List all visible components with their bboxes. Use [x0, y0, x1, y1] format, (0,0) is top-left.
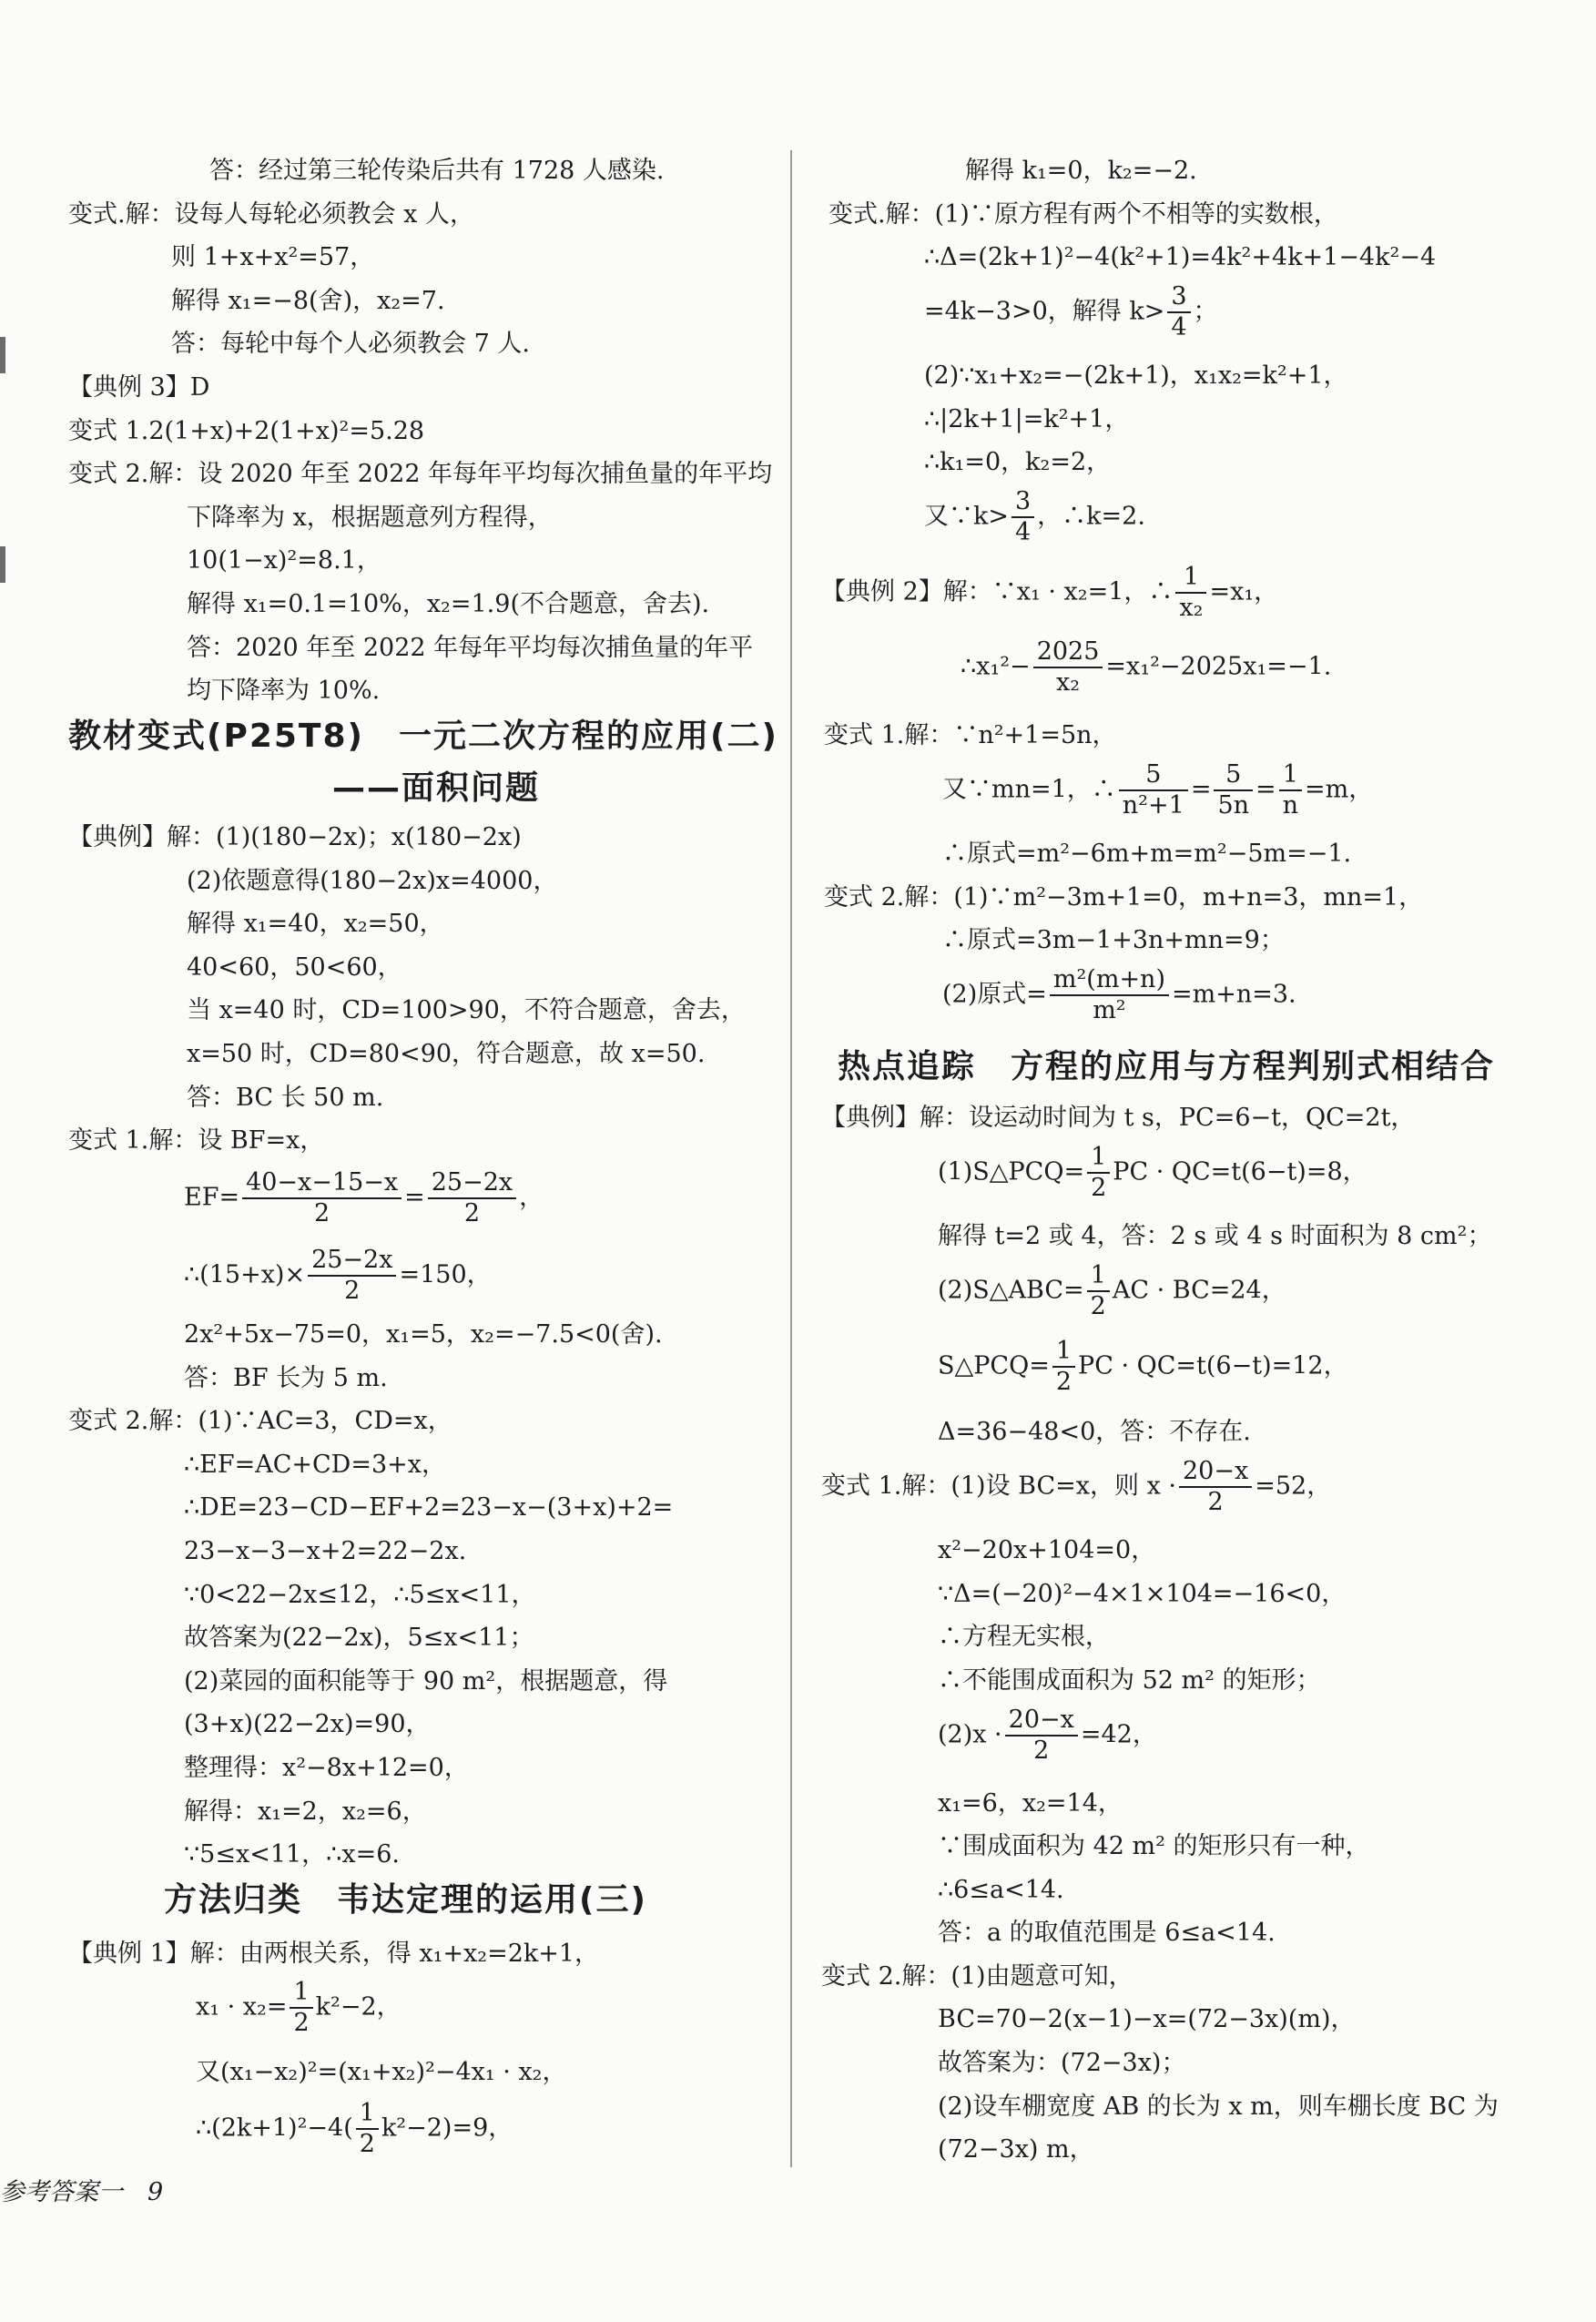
denominator: n²+1 [1122, 791, 1184, 820]
text-line: 又(x₁−x₂)²=(x₁+x₂)²−4x₁ · x₂， [196, 2058, 567, 2086]
formula-text: =m， [1305, 775, 1374, 804]
text-line: 解得 t=2 或 4，答：2 s 或 4 s 时面积为 8 cm²； [938, 1222, 1492, 1250]
text-line: BC=70−2(x−1)−x=(72−3x)(m)， [938, 2005, 1356, 2033]
numerator: m²(m+n) [1050, 965, 1169, 996]
formula-text: AC · BC=24， [1112, 1276, 1286, 1305]
text-line: 答：每轮中每个人必须教会 7 人. [171, 330, 530, 358]
text-line: 2x²+5x−75=0，x₁=5，x₂=−7.5<0(舍). [184, 1320, 663, 1349]
text-line: 变式 2.解：(1)∵AC=3，CD=x， [68, 1407, 452, 1435]
text-line: 解得 x₁=40，x₂=50， [187, 910, 444, 938]
denominator: 2 [344, 1277, 361, 1305]
numerator: 25−2x [428, 1168, 516, 1199]
formula-text: 又∵mn=1，∴ [942, 775, 1116, 804]
formula-text: 变式 1.解：(1)设 BC=x，则 x · [821, 1472, 1176, 1501]
fraction [1050, 965, 1169, 1025]
text-line: 【典例 1】解：由两根关系，得 x₁+x₂=2k+1， [68, 1940, 600, 1968]
formula-line [196, 2099, 513, 2159]
fraction [1179, 1457, 1252, 1517]
numerator: 3 [1167, 282, 1190, 313]
denominator: 2 [1091, 1174, 1107, 1202]
formula-text: (2)原式= [942, 980, 1047, 1009]
formula-line [184, 1168, 544, 1228]
formula-text: ∴x₁²− [961, 652, 1031, 681]
fraction [242, 1168, 402, 1228]
formula-line [938, 1337, 1348, 1397]
fraction [1119, 760, 1188, 820]
numerator: 40−x−15−x [242, 1168, 402, 1199]
text-line: 解得 x₁=0.1=10%，x₂=1.9(不合题意，舍去). [187, 590, 710, 618]
denominator: 4 [1171, 313, 1187, 341]
text-line: ∴k₁=0，k₂=2， [924, 448, 1112, 476]
text-line: ∴DE=23−CD−EF+2=23−x−(3+x)+2= [184, 1493, 674, 1522]
formula-text: k²−2， [315, 1992, 402, 2022]
formula-line [184, 1246, 492, 1306]
text-line: Δ=36−48<0，答：不存在. [938, 1418, 1251, 1446]
text-line: 则 1+x+x²=57， [171, 243, 375, 271]
numerator: 1 [1087, 1261, 1110, 1292]
text-line: 答：BC 长 50 m. [187, 1084, 384, 1112]
text-line: 【典例 3】D [68, 373, 210, 402]
formula-text: k²−2)=9， [381, 2113, 513, 2143]
fraction [1167, 282, 1190, 342]
numerator: 3 [1011, 487, 1034, 518]
text-line: ∴原式=m²−6m+m=m²−5m=−1. [942, 840, 1352, 868]
text-line: 40<60，50<60， [187, 953, 402, 982]
formula-line [938, 1143, 1367, 1203]
numerator: 1 [1175, 563, 1206, 594]
denominator: 4 [1014, 518, 1032, 546]
text-line: 变式 2.解：设 2020 年至 2022 年每年平均每次捕鱼量的年平均 [68, 460, 773, 488]
text-line: (72−3x) m， [938, 2135, 1094, 2164]
formula-line [942, 965, 1296, 1025]
denominator: x₂ [1056, 668, 1081, 697]
formula-text: =150， [399, 1260, 492, 1289]
numerator: 2025 [1033, 637, 1103, 668]
text-line: ∵Δ=(−20)²−4×1×104=−16<0， [938, 1580, 1347, 1608]
numerator: 1 [1279, 760, 1302, 791]
fraction [428, 1168, 516, 1228]
formula-text: ∴(2k+1)²−4( [196, 2113, 353, 2143]
text-line: (2)∵x₁+x₂=−(2k+1)，x₁x₂=k²+1， [924, 362, 1348, 390]
fraction [1011, 487, 1034, 547]
fraction [1033, 637, 1103, 698]
text-line: 变式 1.2(1+x)+2(1+x)²=5.28 [68, 417, 425, 445]
formula-text: =42， [1080, 1720, 1157, 1749]
denominator: 5n [1217, 791, 1250, 820]
text-line: 解得 k₁=0，k₂=−2. [965, 157, 1197, 185]
right-column [801, 0, 1596, 2185]
text-line: 变式 1.解：设 BF=x， [68, 1126, 325, 1155]
formula-line [924, 282, 1218, 342]
numerator: 5 [1119, 760, 1188, 791]
formula-text: ，∴k=2. [1037, 502, 1145, 531]
text-line: ∴Δ=(2k+1)²−4(k²+1)=4k²+4k+1−4k²−4 [924, 243, 1437, 271]
numerator: 1 [290, 1978, 312, 2009]
formula-text: = [1255, 775, 1276, 804]
section-heading: 热点追踪 方程的应用与方程判别式相结合 [838, 1048, 1496, 1085]
text-line: ∴不能围成面积为 52 m² 的矩形； [938, 1666, 1321, 1695]
denominator: m² [1093, 996, 1126, 1024]
formula-text: (2)S△ABC= [938, 1276, 1084, 1305]
formula-line [942, 760, 1373, 820]
formula-text: = [1190, 775, 1212, 804]
text-line: ∴EF=AC+CD=3+x， [184, 1451, 446, 1479]
text-line: (2)设车棚宽度 AB 的长为 x m，则车棚长度 BC 为 [938, 2093, 1499, 2121]
text-line: ∴原式=3m−1+3n+mn=9； [942, 926, 1285, 954]
text-line: 【典例】解：设运动时间为 t s，PC=6−t，QC=2t， [821, 1104, 1416, 1132]
text-line: 变式 2.解：(1)由题意可知， [821, 1962, 1133, 1991]
text-line: 答：a 的取值范围是 6≤a<14. [938, 1919, 1276, 1947]
text-line: ∴|2k+1|=k²+1， [924, 405, 1130, 433]
denominator: n [1282, 791, 1299, 820]
text-line: ∴6≤a<14. [938, 1876, 1064, 1904]
text-line: x=50 时，CD=80<90，符合题意，故 x=50. [187, 1040, 706, 1068]
text-line: ∵0<22−2x≤12，∴5≤x<11， [184, 1581, 536, 1609]
denominator: 2 [1090, 1292, 1106, 1320]
text-line: 变式.解：(1)∵原方程有两个不相等的实数根， [828, 200, 1338, 229]
denominator: 2 [359, 2130, 375, 2158]
text-line: (2)菜园的面积能等于 90 m²，根据题意，得 [184, 1667, 668, 1696]
numerator: 1 [1052, 1337, 1075, 1368]
numerator: 1 [356, 2099, 379, 2130]
page-footer: 参考答案一 9 [0, 2178, 164, 2206]
text-line: 整理得：x²−8x+12=0， [184, 1754, 469, 1782]
formula-line [938, 1706, 1157, 1766]
formula-line [938, 1261, 1286, 1321]
formula-text: ∴(15+x)× [184, 1260, 306, 1289]
denominator: x₂ [1179, 594, 1204, 622]
formula-text: ， [519, 1183, 544, 1212]
left-column [0, 0, 792, 2185]
text-line: ∵围成面积为 42 m² 的矩形只有一种， [938, 1832, 1370, 1860]
denominator: 2 [1055, 1368, 1072, 1396]
fraction [308, 1246, 396, 1306]
denominator: 2 [463, 1199, 481, 1227]
text-line: 解得：x₁=2，x₂=6， [184, 1798, 427, 1826]
denominator: 2 [1033, 1736, 1050, 1765]
formula-text: ； [1193, 297, 1218, 326]
formula-text: x₁ · x₂= [196, 1992, 288, 2022]
fraction [1087, 1261, 1110, 1321]
fraction [290, 1978, 312, 2038]
denominator: 2 [314, 1199, 330, 1227]
fraction [1279, 760, 1302, 820]
formula-text: =4k−3>0，解得 k> [924, 297, 1165, 326]
text-line: (3+x)(22−2x)=90， [184, 1710, 431, 1738]
fraction [1175, 563, 1206, 623]
formula-text: 【典例 2】解：∵x₁ · x₂=1，∴ [821, 577, 1174, 606]
text-line: 变式 2.解：(1)∵m²−3m+1=0，m+n=3，mn=1， [824, 883, 1424, 911]
text-line: 变式.解：设每人每轮必须教会 x 人， [68, 200, 474, 229]
text-line: 均下降率为 10%. [187, 677, 381, 705]
fraction [1087, 1143, 1110, 1203]
text-line: 答：BF 长为 5 m. [184, 1364, 388, 1392]
text-line: 解得 x₁=−8(舍)，x₂=7. [171, 287, 445, 315]
formula-text: =52， [1255, 1472, 1332, 1501]
fraction [1005, 1706, 1078, 1766]
text-line: 答：经过第三轮传染后共有 1728 人感染. [209, 157, 665, 185]
text-line: 故答案为(22−2x)，5≤x<11； [184, 1624, 534, 1652]
text-line: x²−20x+104=0， [938, 1536, 1156, 1564]
section-subheading: ——面积问题 [332, 769, 541, 807]
formula-line [924, 487, 1145, 547]
fraction [1052, 1337, 1075, 1397]
text-line: 故答案为：(72−3x)； [938, 2049, 1186, 2077]
text-line: 答：2020 年至 2022 年每年平均每次捕鱼量的年平 [187, 634, 754, 662]
formula-text: PC · QC=t(6−t)=8， [1113, 1157, 1367, 1186]
formula-line [821, 563, 1278, 623]
text-line: x₁=6，x₂=14， [938, 1789, 1123, 1818]
numerator: 20−x [1005, 1706, 1078, 1736]
formula-text: =x₁²−2025x₁=−1. [1105, 652, 1332, 681]
numerator: 1 [1087, 1143, 1110, 1174]
formula-line [961, 637, 1331, 698]
text-line: 下降率为 x，根据题意列方程得， [187, 504, 553, 532]
formula-text: PC · QC=t(6−t)=12， [1078, 1351, 1348, 1380]
formula-text: 又∵k> [924, 502, 1009, 531]
text-line: (2)依题意得(180−2x)x=4000， [187, 867, 558, 895]
denominator: 2 [293, 2009, 310, 2037]
denominator: 2 [1207, 1488, 1224, 1516]
numerator: 5 [1214, 760, 1253, 791]
section-heading: 教材变式(P25T8) 一元二次方程的应用(二) [68, 718, 778, 755]
formula-text: EF= [184, 1183, 240, 1212]
text-line: 【典例】解：(1)(180−2x)；x(180−2x) [68, 823, 522, 851]
section-heading: 方法归类 韦达定理的运用(三) [164, 1881, 647, 1919]
formula-text: (1)S△PCQ= [938, 1157, 1085, 1186]
text-line: 10(1−x)²=8.1， [187, 546, 381, 575]
formula-text: S△PCQ= [938, 1351, 1050, 1380]
formula-line [821, 1457, 1331, 1517]
fraction [1214, 760, 1253, 820]
formula-text: =m+n=3. [1171, 980, 1296, 1009]
formula-text: (2)x · [938, 1720, 1002, 1749]
formula-line [196, 1978, 402, 2038]
text-line: 23−x−3−x+2=22−2x. [184, 1537, 467, 1565]
text-line: ∴方程无实根， [938, 1623, 1110, 1651]
numerator: 25−2x [308, 1246, 396, 1277]
formula-text: =x₁， [1209, 577, 1279, 606]
fraction [356, 2099, 379, 2159]
formula-text: = [404, 1183, 425, 1212]
numerator: 20−x [1179, 1457, 1252, 1488]
text-line: 当 x=40 时，CD=100>90，不符合题意，舍去， [187, 996, 746, 1024]
text-line: ∵5≤x<11，∴x=6. [184, 1840, 400, 1869]
text-line: 变式 1.解：∵n²+1=5n， [824, 721, 1117, 749]
